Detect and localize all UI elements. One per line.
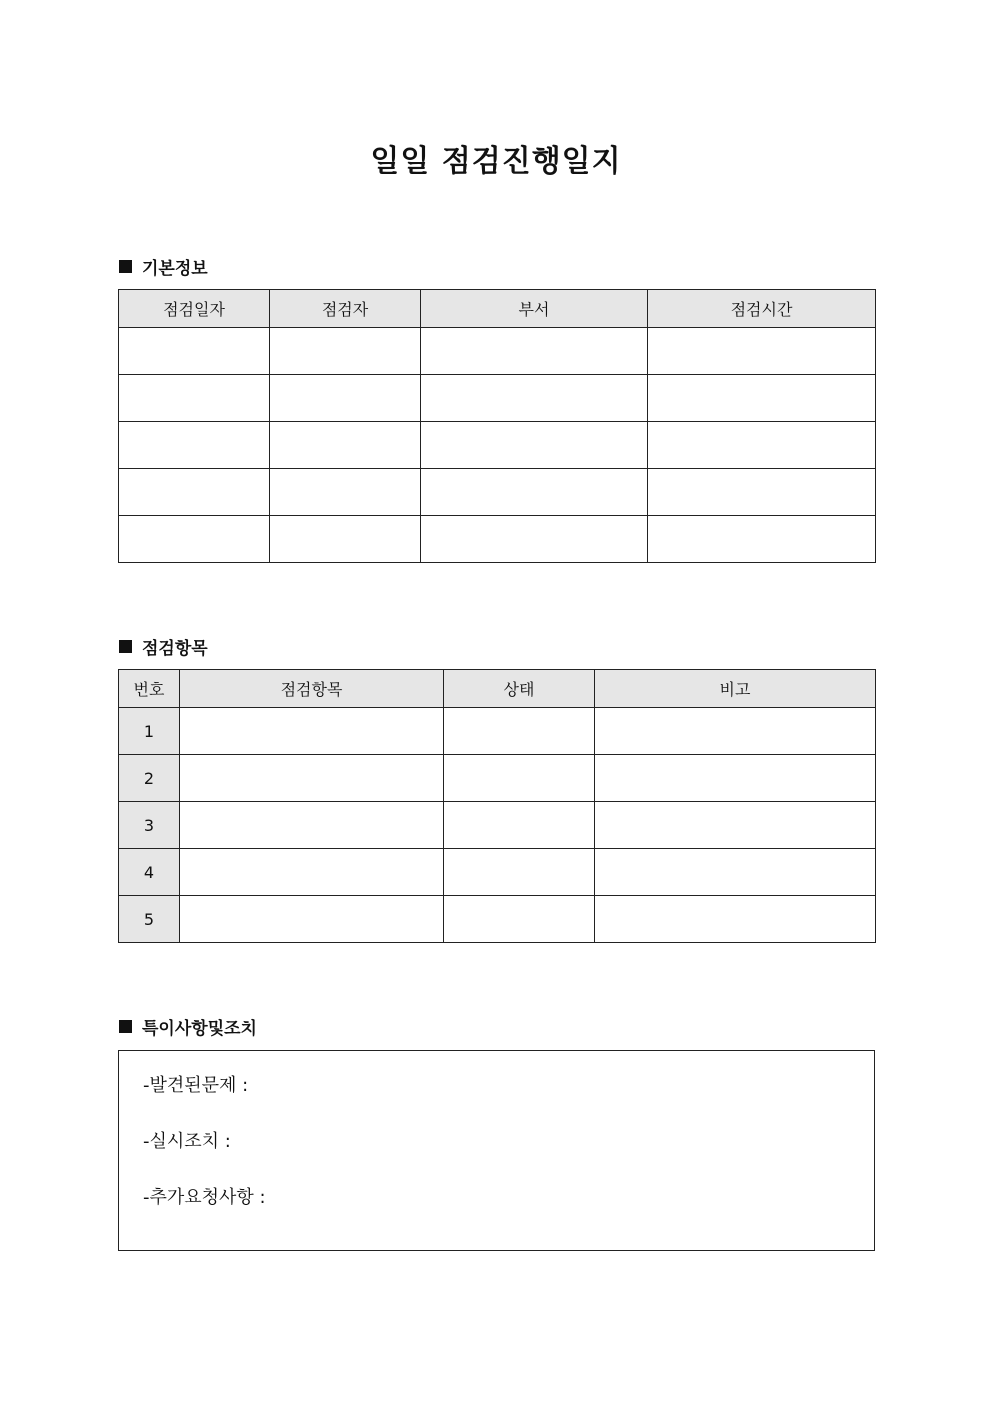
- header-check-item: 점검항목: [180, 670, 444, 708]
- row-number: 4: [119, 849, 180, 896]
- check-items-table: [118, 669, 876, 943]
- status-cell[interactable]: [444, 708, 595, 755]
- inspection-time-cell[interactable]: [648, 375, 876, 422]
- check-items-heading: [119, 634, 208, 659]
- inspection-date-cell[interactable]: [119, 516, 270, 563]
- status-cell[interactable]: [444, 802, 595, 849]
- remarks-box[interactable]: [118, 1050, 875, 1251]
- inspector-cell[interactable]: [270, 375, 421, 422]
- remarks-heading: [119, 1014, 257, 1039]
- inspection-date-cell[interactable]: [119, 328, 270, 375]
- basic-info-heading-label: 기본정보: [142, 259, 208, 279]
- note-cell[interactable]: [595, 849, 876, 896]
- table-row: [119, 802, 876, 849]
- square-bullet-icon: [119, 1020, 132, 1033]
- header-note: 비고: [595, 670, 876, 708]
- note-cell[interactable]: [595, 755, 876, 802]
- table-row: [119, 708, 876, 755]
- header-status: 상태: [444, 670, 595, 708]
- table-row: [119, 422, 876, 469]
- department-cell[interactable]: [421, 422, 648, 469]
- action-taken-label: -실시조치 :: [143, 1131, 231, 1152]
- table-row: [119, 375, 876, 422]
- note-cell[interactable]: [595, 708, 876, 755]
- header-inspector: 점검자: [270, 290, 421, 328]
- inspection-date-cell[interactable]: [119, 469, 270, 516]
- check-item-cell[interactable]: [180, 849, 444, 896]
- found-issue-label: -발견된문제 :: [143, 1075, 249, 1096]
- note-cell[interactable]: [595, 896, 876, 943]
- department-cell[interactable]: [421, 469, 648, 516]
- row-number: 3: [119, 802, 180, 849]
- check-item-cell[interactable]: [180, 896, 444, 943]
- header-inspection-date: 점검일자: [119, 290, 270, 328]
- check-items-header-row: [119, 670, 876, 708]
- department-cell[interactable]: [421, 375, 648, 422]
- inspector-cell[interactable]: [270, 422, 421, 469]
- inspection-time-cell[interactable]: [648, 516, 876, 563]
- remarks-heading-label: 특이사항및조치: [142, 1019, 257, 1039]
- status-cell[interactable]: [444, 849, 595, 896]
- square-bullet-icon: [119, 640, 132, 653]
- inspection-time-cell[interactable]: [648, 422, 876, 469]
- department-cell[interactable]: [421, 516, 648, 563]
- status-cell[interactable]: [444, 896, 595, 943]
- inspector-cell[interactable]: [270, 469, 421, 516]
- basic-info-table: [118, 289, 876, 563]
- header-inspection-time: 점검시간: [648, 290, 876, 328]
- additional-request-label: -추가요청사항 :: [143, 1187, 266, 1208]
- row-number: 5: [119, 896, 180, 943]
- table-row: [119, 896, 876, 943]
- inspector-cell[interactable]: [270, 516, 421, 563]
- row-number: 1: [119, 708, 180, 755]
- table-row: [119, 328, 876, 375]
- square-bullet-icon: [119, 260, 132, 273]
- table-row: [119, 849, 876, 896]
- table-row: [119, 755, 876, 802]
- page-title: 일일 점검진행일지: [370, 144, 622, 179]
- check-item-cell[interactable]: [180, 802, 444, 849]
- header-department: 부서: [421, 290, 648, 328]
- table-row: [119, 469, 876, 516]
- check-item-cell[interactable]: [180, 708, 444, 755]
- note-cell[interactable]: [595, 802, 876, 849]
- basic-info-heading: [119, 254, 208, 279]
- inspection-date-cell[interactable]: [119, 422, 270, 469]
- inspection-time-cell[interactable]: [648, 328, 876, 375]
- row-number: 2: [119, 755, 180, 802]
- table-row: [119, 516, 876, 563]
- header-number: 번호: [119, 670, 180, 708]
- basic-info-header-row: [119, 290, 876, 328]
- department-cell[interactable]: [421, 328, 648, 375]
- inspection-date-cell[interactable]: [119, 375, 270, 422]
- inspector-cell[interactable]: [270, 328, 421, 375]
- status-cell[interactable]: [444, 755, 595, 802]
- check-item-cell[interactable]: [180, 755, 444, 802]
- check-items-heading-label: 점검항목: [142, 639, 208, 659]
- inspection-time-cell[interactable]: [648, 469, 876, 516]
